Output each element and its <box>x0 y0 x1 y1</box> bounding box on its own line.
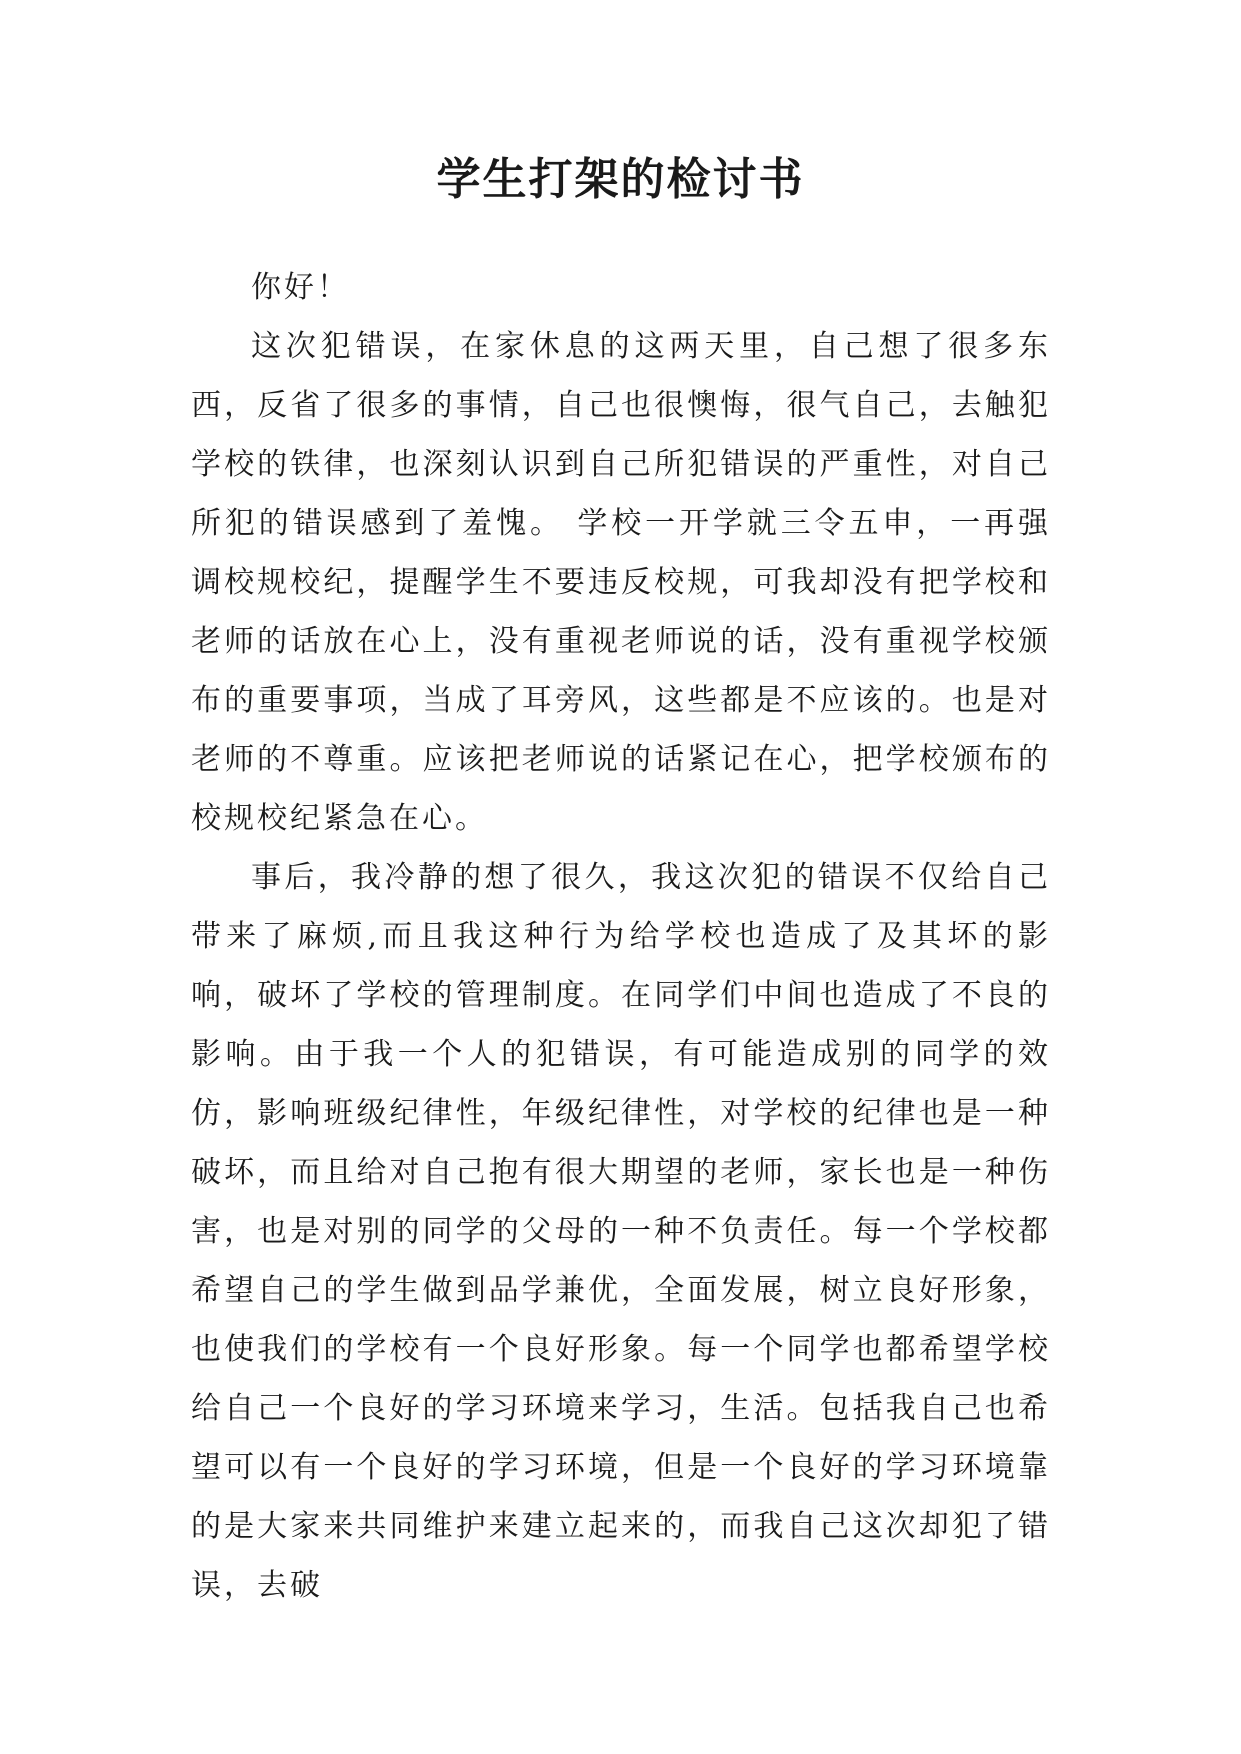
greeting-paragraph: 你好！ <box>251 270 350 305</box>
body-paragraph: 事后，我冷静的想了很久，我这次犯的错误不仅给自己带来了麻烦,而且我这种行为给学校也造成了及其坏的影响，破坏了学校的管理制度。在同学们中间也造成了不良的影响。由于我一个人的犯错误，有可能造成别的同学的效仿，影响班级纪律性，年级纪律性，对学校的纪律也是一种破坏，而且给对自己抱有很大期望的老师，家长也是一种伤害，也是对别的同学的父母的一种不负责任。每一个学校都希望自己的学生做到品学兼优，全面发展，树立良好形象，也使我们的学校有一个良好形象。每一个同学也都希望学校给自己一个良好的学习环境来学习，生活。包括我自己也希望可以有一个良好的学习环境，但是一个良好的学习环境靠的是大家来共同维护来建立起来的，而我自己这次却犯了错误，去破 <box>191 860 1051 1603</box>
document-body <box>191 258 1051 1615</box>
document-title: 学生打架的检讨书 <box>436 154 805 205</box>
body-paragraph: 这次犯错误，在家休息的这两天里，自己想了很多东西，反省了很多的事情，自己也很懊悔，很气自己，去触犯学校的铁律，也深刻认识到自己所犯错误的严重性，对自己所犯的错误感到了羞愧。 学校一开学就三令五申，一再强调校规校纪，提醒学生不要违反校规，可我却没有把学校和老师的话放在心上，没有重视老师说的话，没有重视学校颁布的重要事项，当成了耳旁风，这些都是不应该的。也是对老师的不尊重。应该把老师说的话紧记在心，把学校颁布的校规校纪紧急在心。 <box>191 329 1051 836</box>
